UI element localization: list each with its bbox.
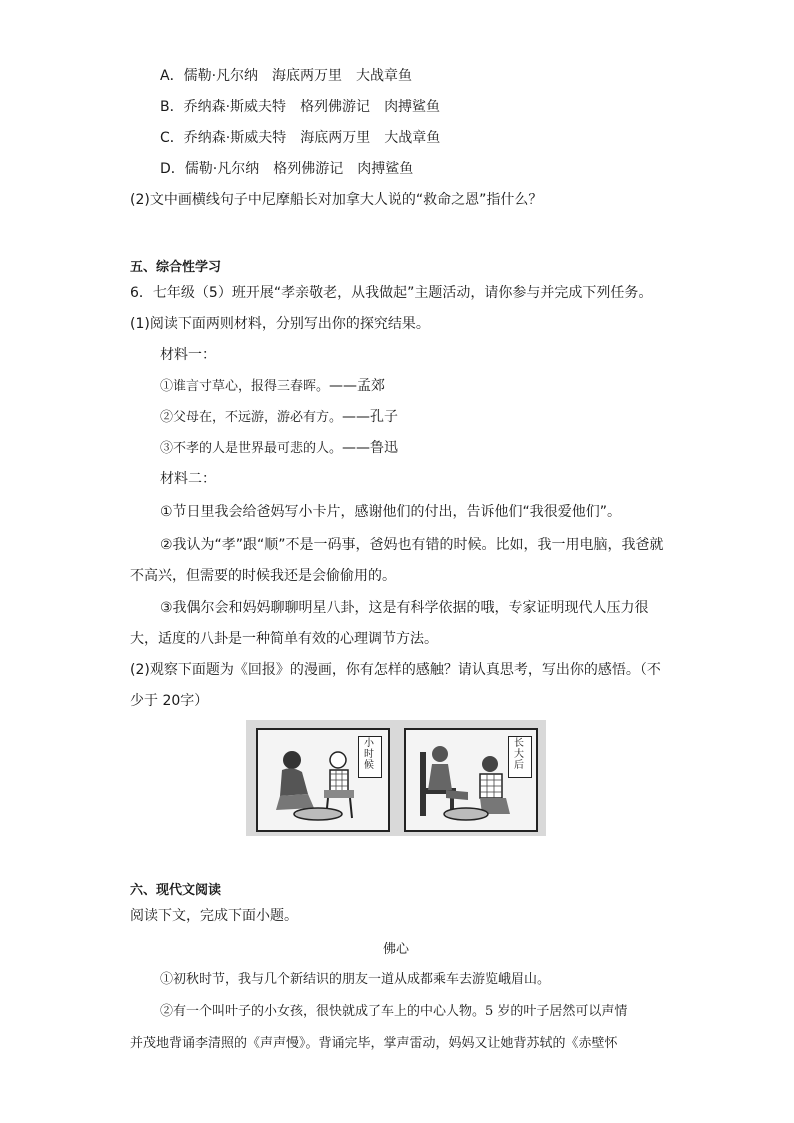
question5-sub2: (2)文中画横线句子中尼摩船长对加拿大人说的“救命之恩”指什么？ [130, 192, 543, 208]
option-a: A．儒勒·凡尔纳 海底两万里 大战章鱼 [160, 68, 413, 84]
material2-label: 材料二： [160, 471, 216, 487]
comic-illustration [246, 720, 546, 836]
material2-item-3-line1: ③我偶尔会和妈妈聊聊明星八卦，这是有科学依据的哦，专家证明现代人压力很 [160, 600, 649, 616]
section6-heading: 六、现代文阅读 [130, 883, 222, 898]
material1-quote-2: ②父母在，不远游，游必有方。——孔子 [160, 409, 399, 425]
material1-quote-3: ③不孝的人是世界最可悲的人。——鲁迅 [160, 440, 399, 456]
comic-panel-adulthood [404, 728, 538, 832]
material2-item-1: ①节日里我会给爸妈写小卡片，感谢他们的付出，告诉他们“我很爱他们”。 [160, 504, 622, 520]
option-b: B．乔纳森·斯威夫特 格列佛游记 肉搏鲨鱼 [160, 99, 441, 115]
question6-sub1: (1)阅读下面两则材料，分别写出你的探究结果。 [130, 316, 430, 332]
option-c: C．乔纳森·斯威夫特 海底两万里 大战章鱼 [160, 130, 441, 146]
adulthood-caption: 长大后 [514, 738, 524, 771]
section6-intro: 阅读下文，完成下面小题。 [130, 908, 298, 924]
article-paragraph-2-line2: 并茂地背诵李清照的《声声慢》。背诵完毕，掌声雷动，妈妈又让她背苏轼的《赤壁怀 [130, 1036, 618, 1051]
material2-item-3-line2: 大，适度的八卦是一种简单有效的心理调节方法。 [130, 631, 438, 647]
question6-sub2-line2: 少于 20字） [130, 693, 209, 709]
comic-panel-childhood [256, 728, 390, 832]
material2-item-2-line1: ②我认为“孝”跟“顺”不是一码事，爸妈也有错的时候。比如，我一用电脑，我爸就 [160, 537, 664, 553]
section5-heading: 五、综合性学习 [130, 260, 222, 275]
material1-quote-1: ①谁言寸草心，报得三春晖。——孟郊 [160, 378, 386, 394]
material2-item-2-line2: 不高兴，但需要的时候我还是会偷偷用的。 [130, 568, 396, 584]
question6: 6．七年级（5）班开展“孝亲敬老，从我做起”主题活动，请你参与并完成下列任务。 [130, 285, 653, 301]
option-d: D．儒勒·凡尔纳 格列佛游记 肉搏鲨鱼 [160, 161, 414, 177]
material1-label: 材料一： [160, 347, 216, 363]
childhood-caption: 小时候 [364, 738, 374, 771]
question6-sub2-line1: (2)观察下面题为《回报》的漫画，你有怎样的感触？请认真思考，写出你的感悟。（不 [130, 662, 661, 678]
article-paragraph-2-line1: ②有一个叫叶子的小女孩，很快就成了车上的中心人物。5 岁的叶子居然可以声情 [160, 1004, 628, 1019]
article-title: 佛心 [383, 942, 410, 957]
article-paragraph-1: ①初秋时节，我与几个新结识的朋友一道从成都乘车去游览峨眉山。 [160, 972, 551, 987]
